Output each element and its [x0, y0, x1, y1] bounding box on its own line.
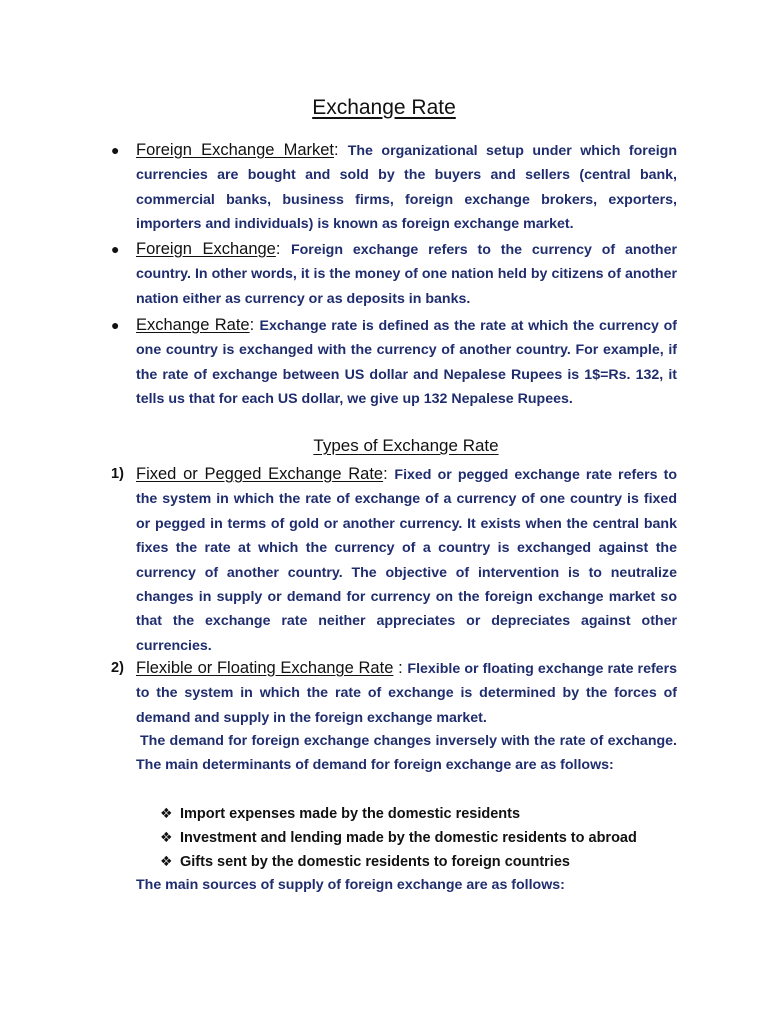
list-number: 1): [111, 466, 124, 482]
page-title: Exchange Rate: [312, 96, 456, 119]
type-term: Flexible or Floating Exchange Rate: [136, 659, 394, 677]
list-item: ❖ Import expenses made by the domestic residents: [160, 801, 700, 825]
list-number: 2): [111, 660, 124, 676]
definition-exchange-rate: Exchange Rate: Exchange rate is defined as the rate at which the currency of one country is exchanged with the currency of another country. For example, if the rate of exchange between US dollar and Nepalese Rupees is 1$=Rs. 132, it tells us that for each US dollar, we give up 132 Nepalese Rupees.: [136, 316, 678, 408]
bullet-dot-icon: ●: [111, 317, 120, 333]
definition-foreign-exchange-market: Foreign Exchange Market: The organizational setup under which foreign currencies are bought and sold by the buyers and sellers (central bank, commercial banks, business firms, foreign exchange brokers, exporters, importers and individuals) is known as foreign exchange market.: [136, 141, 677, 233]
definition-foreign-exchange: Foreign Exchange: Foreign exchange refers to the currency of another country. In other words, it is the money of one nation held by citizens of another nation either as currency or as deposits in banks.: [136, 240, 678, 307]
diamond-bullet-icon: ❖: [160, 829, 173, 845]
type-text: Flexible or floating exchange rate refers to the system in which the rate of exchange is determined by the forces of demand and supply in the foreign exchange market.: [136, 661, 677, 726]
supply-intro: The main sources of supply of foreign exchange are as follows:: [136, 877, 565, 893]
definition-term: Exchange Rate: [136, 316, 250, 334]
diamond-bullet-icon: ❖: [160, 805, 173, 821]
definition-text: The organizational setup under which foreign currencies are bought and sold by the buyers and sellers (central bank, commercial banks, business firms, foreign exchange brokers, exporters, importers and individuals) is known as foreign exchange market.: [136, 143, 677, 233]
definition-term: Foreign Exchange Market: [136, 141, 334, 159]
definition-term: Foreign Exchange: [136, 240, 276, 258]
definition-text: Foreign exchange refers to the currency of another country. In other words, it is the money of one nation held by citizens of another nation either as currency or as deposits in banks.: [136, 242, 678, 307]
definition-text: Exchange rate is defined as the rate at which the currency of one country is exchanged with the currency of another country. For example, if the rate of exchange between US dollar and Nepalese Rupees is 1$=Rs. 132, it tells us that for each US dollar, we give up 132 Nepalese Rupees.: [136, 318, 678, 408]
demand-determinants-list: [160, 801, 700, 873]
bullet-dot-icon: ●: [111, 142, 120, 158]
diamond-bullet-icon: ❖: [160, 853, 173, 869]
type-text: Fixed or pegged exchange rate refers to the system in which the rate of exchange of a currency of one country is fixed or pegged in terms of gold or another currency. It exists when the central bank fixes the rate at which the currency of a country is exchanged against the currency of another country. The objective of intervention is to neutralize changes in supply or demand for currency on the foreign exchange market so that the exchange rate neither appreciates or depreciates against other currencies.: [136, 467, 677, 654]
type-flexible-exchange-rate: Flexible or Floating Exchange Rate : Flexible or floating exchange rate refers to the system in which the rate of exchange is determined by the forces of demand and supply in the foreign exchange market.: [136, 659, 677, 726]
demand-paragraph: The demand for foreign exchange changes inversely with the rate of exchange. The main determinants of demand for foreign exchange are as follows:: [136, 733, 677, 774]
section-heading: Types of Exchange Rate: [313, 436, 499, 455]
type-fixed-exchange-rate: Fixed or Pegged Exchange Rate: Fixed or pegged exchange rate refers to the system in which the rate of exchange of a currency of one country is fixed or pegged in terms of gold or another currency. It exists when the central bank fixes the rate at which the currency of a country is exchanged against the currency of another country. The objective of intervention is to neutralize changes in supply or demand for currency on the foreign exchange market so that the exchange rate neither appreciates or depreciates against other currencies.: [136, 465, 677, 654]
bullet-dot-icon: ●: [111, 241, 120, 257]
list-item: ❖ Investment and lending made by the domestic residents to abroad: [160, 825, 700, 849]
list-item: ❖ Gifts sent by the domestic residents to foreign countries: [160, 849, 700, 873]
type-term: Fixed or Pegged Exchange Rate: [136, 465, 384, 483]
